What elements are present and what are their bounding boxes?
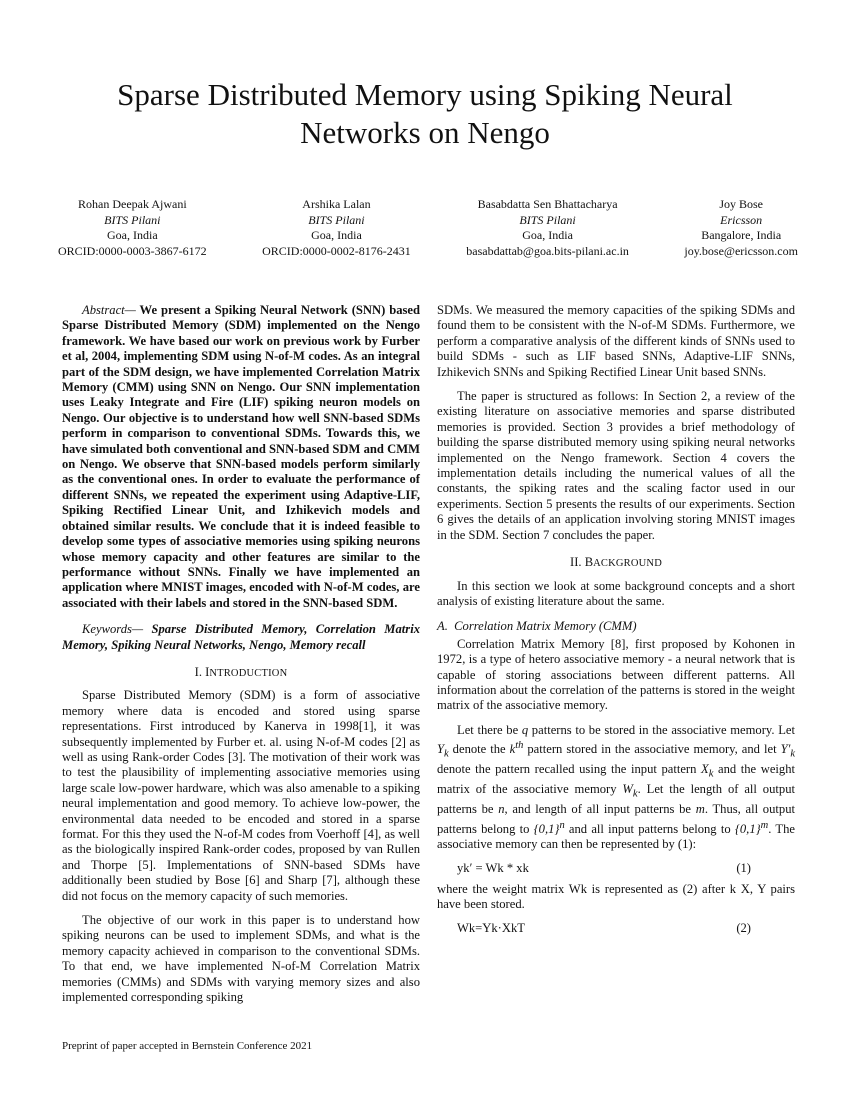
equation-1-number: (1) xyxy=(736,860,751,875)
abstract-lead: Abstract— xyxy=(82,303,136,317)
author-name: Rohan Deepak Ajwani xyxy=(78,197,187,211)
author-affiliation: Ericsson xyxy=(720,212,763,227)
equation-1-body: yk′ = Wk * xk xyxy=(457,860,529,875)
intro-paragraph: SDMs. We measured the memory capacities of the spiking SDMs and found them to be consistent with the N-of-M SDMs. Furthermore, we perform a comparative analysis of the different kinds of SNNs used to build SDMs - such as LIF based SNNs, Adaptive-LIF SNNs, Izhikevich SNNs and Spiking Rectified Linear Unit based SNNs. xyxy=(437,303,795,379)
title-line-1: Sparse Distributed Memory using Spiking Neural xyxy=(117,77,733,112)
intro-paragraph: The objective of our work in this paper is to understand how spiking neurons can be used to implement SDMs, and what is the memory capacity achieved in comparison to the conventional SDMs. To that end, we have implemented N-of-M Correlation Matrix memories (CMMs) and SDMs with varying memory sizes and also implemented corresponding spiking xyxy=(62,913,420,1005)
keywords-text: Sparse Distributed Memory, Correlation Matrix Memory, Spiking Neural Networks, Nengo, Memory recall xyxy=(62,622,420,652)
author-affiliation: BITS Pilani xyxy=(519,212,576,227)
author-location: Goa, India xyxy=(522,228,573,242)
author-list xyxy=(58,197,798,259)
keywords-lead: Keywords— xyxy=(82,622,144,637)
right-column xyxy=(437,303,795,942)
author-location: Goa, India xyxy=(107,228,158,242)
cmm-paragraph: Correlation Matrix Memory [8], first proposed by Kohonen in 1972, is a type of hetero associative memory - a neural network that is capable of storing associations between different patterns. All information about the correlation of the patterns is stored in the weight matrix of the associative memory. xyxy=(437,636,795,713)
intro-paragraph: Sparse Distributed Memory (SDM) is a form of associative memory where data is encoded and stored using sparse representations. First introduced by Kanerva in 1998[1], it was subsequently implemented by Furber et. al. using N-of-M codes [2] as well as using Rank-order Codes [3]. The motivation of their work was to test the plausibility of implementing associative memories using large scale low-power hardware, which was also amenable to a spiking neural implementation and good memory. To achieve low-power, the environmental data needed to be encoded and stored in a sparse format. For this they used the N-of-M codes from Voerhoff [4], as well as the biologically inspired Rank-order codes, proposed by van Rullen and Thorpe [5]. Implementations of SNN-based SDMs have additionally been studied by Bose [6] and Sharp [7], although these did not focus on the memory capacity of such memories. xyxy=(62,688,420,903)
author-block xyxy=(466,197,629,259)
author-contact: ORCID:0000-0002-8176-2431 xyxy=(262,243,411,258)
author-block xyxy=(684,197,798,259)
abstract xyxy=(62,303,420,611)
keywords xyxy=(62,622,420,653)
author-name: Joy Bose xyxy=(719,197,763,211)
abstract-text: We present a Spiking Neural Network (SNN) based Sparse Distributed Memory (SDM) implemented on the Nengo framework. We have based our work on previous work by Furber et al, 2004, implementing SDM using N-of-M codes. As an integral part of the SDM design, we have implemented Correlation Matrix Memory (CMM) using SNN on Nengo. Our SNN implementation uses Leaky Integrate and Fire (LIF) spiking neuron models on Nengo. Our objective is to understand how well SNN-based SDMs perform in comparison to conventional SDMs. Towards this, we have simulated both conventional and SNN-based SDM and CMM on Nengo. We observe that SNN-based models perform similarly as the conventional ones. In order to evaluate the performance of different SNNs, we repeated the experiment using Adaptive-LIF, Spiking Rectified Linear Unit, and Izhikevich models and obtained similar results. We conclude that it is indeed feasible to develop some types of associative memories using spiking neurons whose memory capacity and other features are similar to the performance without SNNs. Finally we have implemented an application where MNIST images, encoded with N-of-M codes, are associated with their labels and stored in the SNN-based SDM. xyxy=(62,303,420,610)
author-email[interactable]: basabdattab@goa.bits-pilani.ac.in xyxy=(466,243,629,258)
author-email[interactable]: joy.bose@ericsson.com xyxy=(684,243,798,258)
equation-1 xyxy=(437,861,795,876)
equation-2-number: (2) xyxy=(736,920,751,935)
paper-title xyxy=(0,76,850,152)
author-contact: ORCID:0000-0003-3867-6172 xyxy=(58,243,207,258)
author-location: Goa, India xyxy=(311,228,362,242)
author-block xyxy=(58,197,207,259)
equation-2 xyxy=(437,921,795,936)
cmm-paragraph: Let there be q patterns to be stored in the associative memory. Let $Y_k$ denote the $k^{th}$ pattern stored in the associative memory, and let $Y'_k$ denote the pattern recalled using the input pattern $X_k$ and the weight matrix of the associative memory $W_k$. Let the length of all output patterns be n, and length of all input patterns be m. Thus, all output patterns belong to $\{0,1\}^n$ and all input patterns belong to $\{0,1\}^m$. The associative memory can then be represented by (1): xyxy=(437,722,796,852)
background-paragraph: In this section we look at some background concepts and a short analysis of existing literature about the same. xyxy=(437,578,795,608)
footer-note: Preprint of paper accepted in Bernstein Conference 2021 xyxy=(62,1040,313,1052)
intro-paragraph: The paper is structured as follows: In Section 2, a review of the existing literature on associative memories and sparse distributed memories is provided. Section 3 provides a brief methodology of building the sparse distributed memory using spiking neural networks implemented on the Nengo framework. Section 4 covers the implementation details including the numerical values of all the constants, the spiking rates and the scaling factor used in our experiments. Section 5 presents the results of our experiments. Section 6 gives the details of an application involving storing MNIST images in the SDM. Section 7 concludes the paper. xyxy=(437,389,795,542)
author-affiliation: BITS Pilani xyxy=(104,212,161,227)
section-heading-background: II. BACKGROUND xyxy=(570,555,662,570)
author-name: Basabdatta Sen Bhattacharya xyxy=(477,197,618,211)
author-name: Arshika Lalan xyxy=(302,197,371,211)
equation-2-body: Wk=Yk·XkT xyxy=(457,920,525,935)
section-heading-introduction: I. INTRODUCTION xyxy=(194,664,288,679)
title-line-2: Networks on Nengo xyxy=(300,115,550,150)
subsection-heading-cmm: A. Correlation Matrix Memory (CMM) xyxy=(437,619,637,634)
author-affiliation: BITS Pilani xyxy=(308,212,365,227)
cmm-paragraph: where the weight matrix Wk is represented as (2) after k X, Y pairs have been stored. xyxy=(437,881,795,912)
left-column xyxy=(62,303,420,1005)
author-block xyxy=(262,197,411,259)
author-location: Bangalore, India xyxy=(701,228,782,242)
